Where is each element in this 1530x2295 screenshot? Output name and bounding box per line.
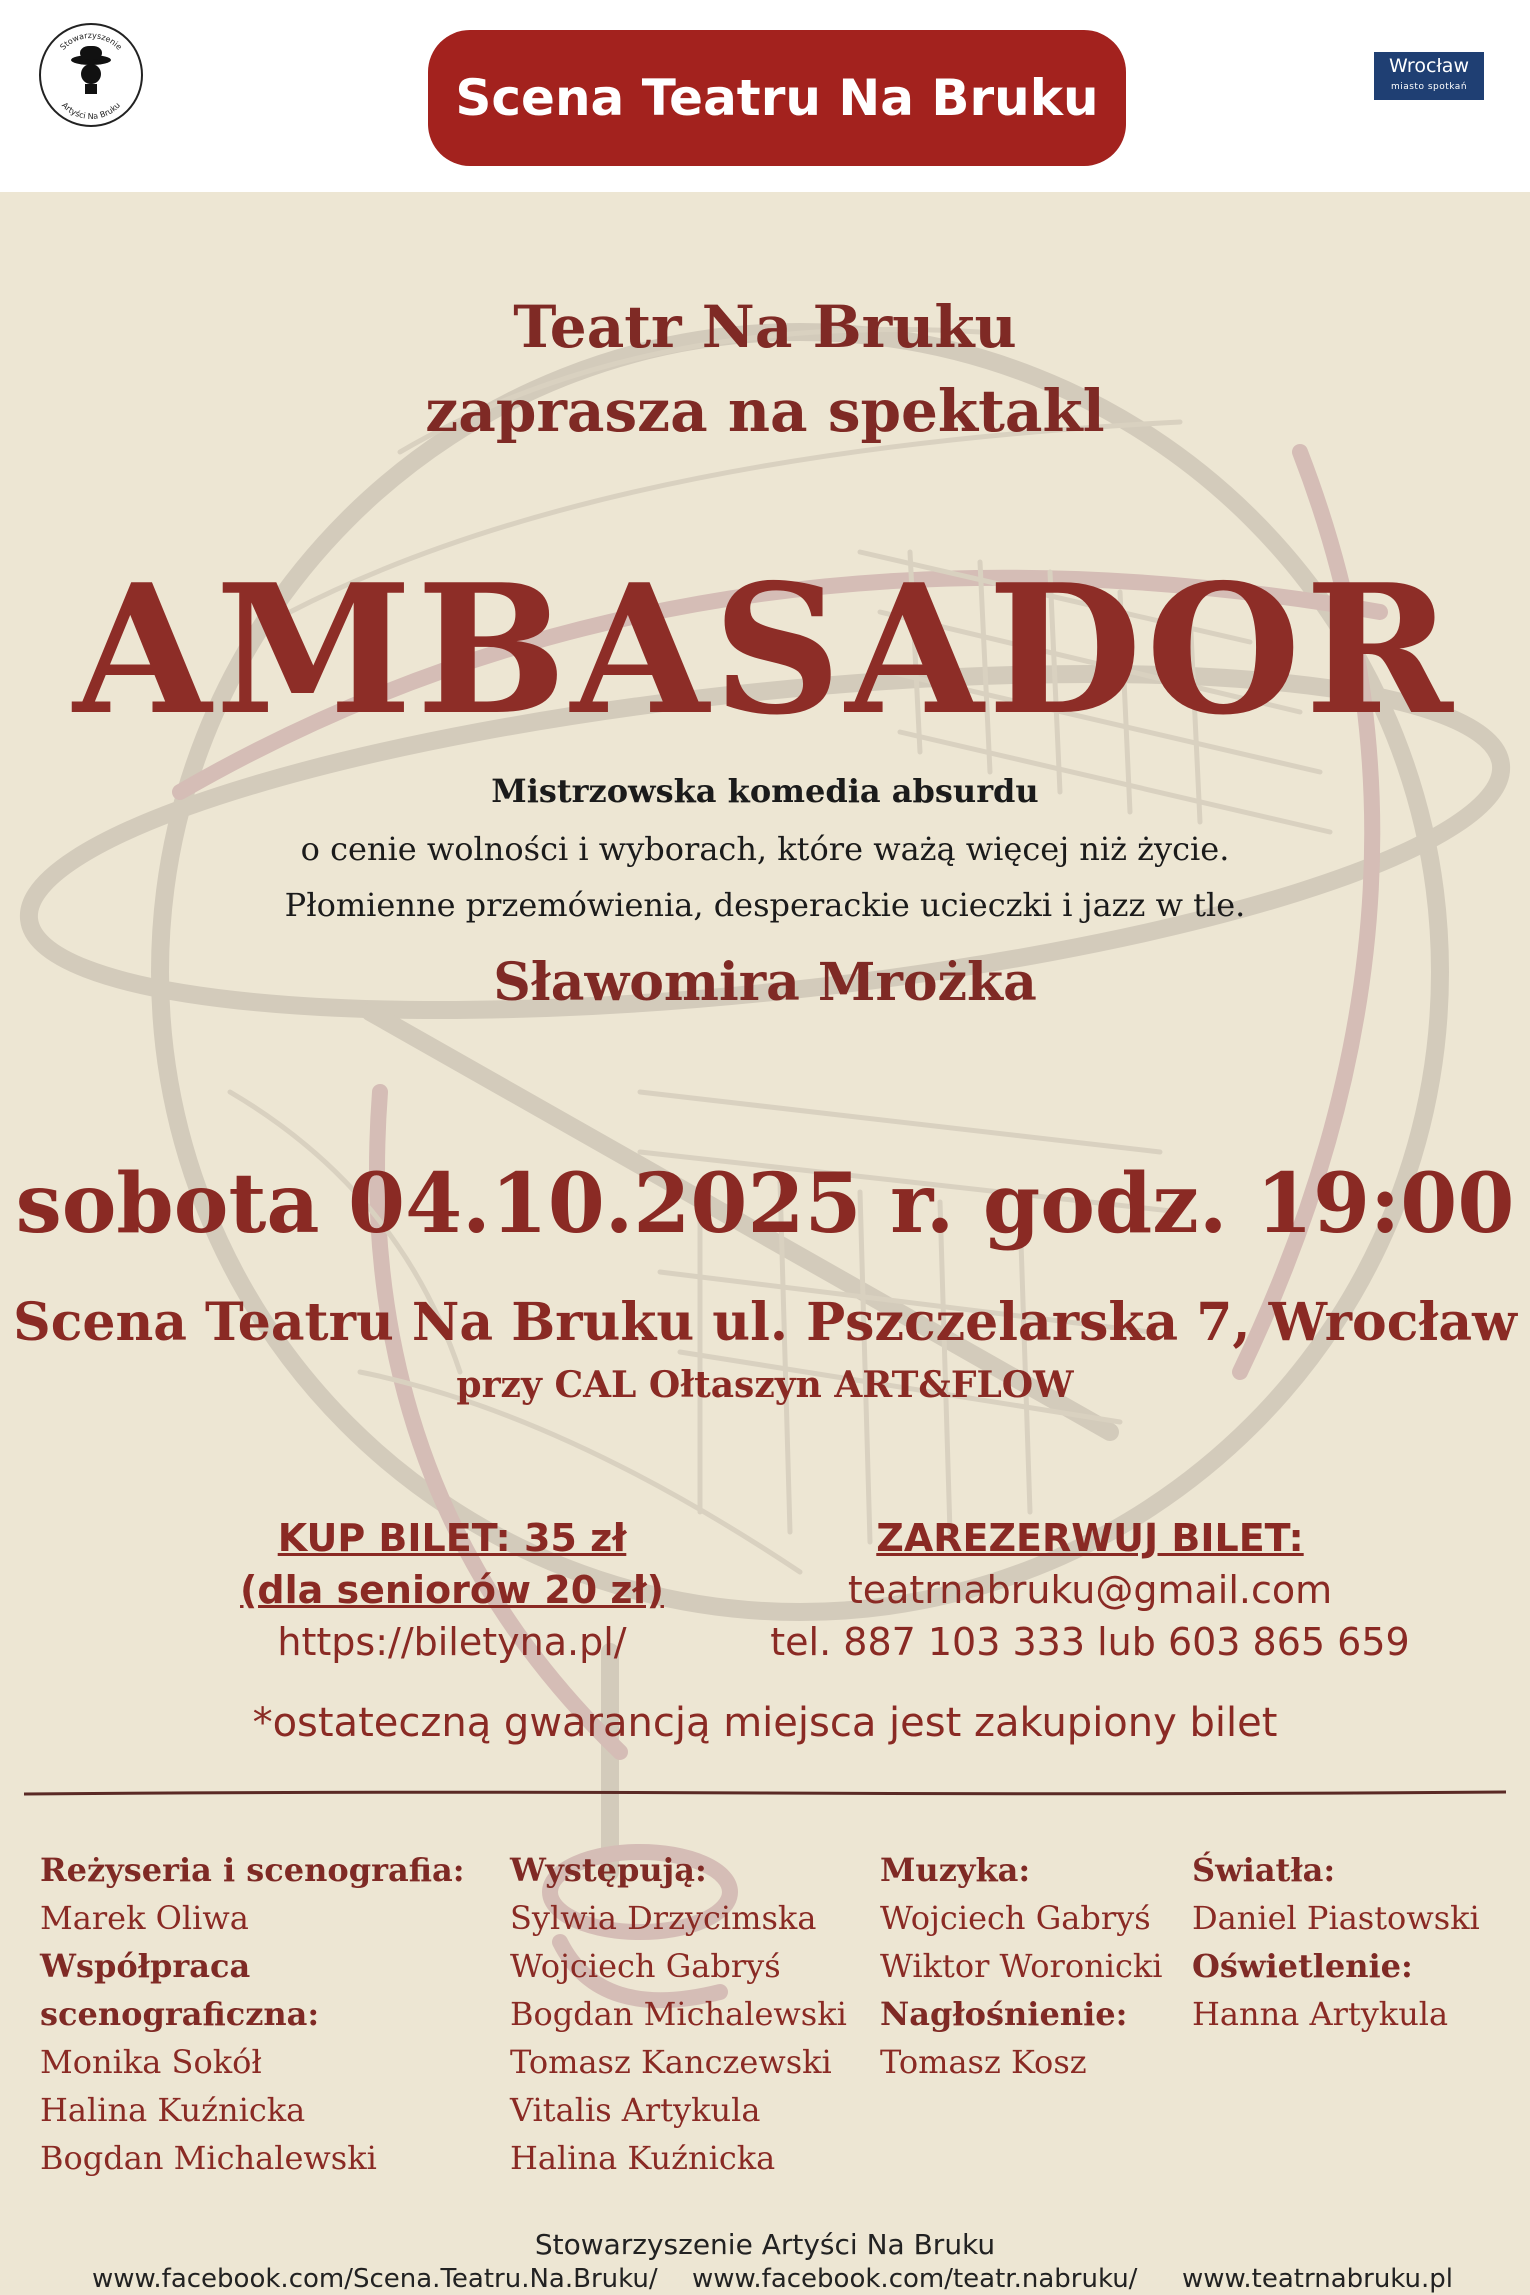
credit-name: Tomasz Kosz — [880, 2043, 1087, 2081]
credit-heading-lighting: Oświetlenie: — [1192, 1947, 1413, 1985]
credit-name: Daniel Piastowski — [1192, 1899, 1480, 1937]
credit-heading-cast: Występują: — [510, 1851, 707, 1889]
event-venue: Scena Teatru Na Bruku ul. Pszczelarska 7, Wrocław — [13, 1292, 1517, 1353]
wroclaw-logo-name: Wrocław — [1389, 55, 1469, 77]
credits-column-4 — [1192, 1846, 1512, 2038]
credit-name: Wojciech Gabryś — [880, 1899, 1151, 1937]
footer-link-facebook-scena[interactable]: www.facebook.com/Scena.Teatru.Na.Bruku/ — [92, 2264, 658, 2294]
credit-heading-direction: Reżyseria i scenografia: — [40, 1851, 465, 1889]
ticket-note: *ostateczną gwarancją miejsca jest zakupiony bilet — [252, 1700, 1278, 1746]
credit-name: Bogdan Michalewski — [510, 1995, 847, 2033]
play-description-2: Płomienne przemówienia, desperackie ucieczki i jazz w tle. — [284, 886, 1246, 924]
invite-line-2: zaprasza na spektakl — [425, 377, 1105, 445]
credit-heading-sound: Nagłośnienie: — [880, 1995, 1128, 2033]
svg-text:Stowarzyszenie: Stowarzyszenie — [58, 30, 124, 52]
credit-name: Sylwia Drzycimska — [510, 1899, 817, 1937]
reserve-ticket-heading: ZAREZERWUJ BILET: — [876, 1516, 1304, 1560]
play-title: AMBASADOR — [73, 545, 1457, 754]
play-author: Sławomira Mrożka — [493, 952, 1037, 1013]
credit-name: Wojciech Gabryś — [510, 1947, 781, 1985]
credits-column-2 — [510, 1846, 870, 2182]
reserve-email-link[interactable]: teatrnabruku@gmail.com — [847, 1568, 1333, 1612]
reserve-phone: tel. 887 103 333 lub 603 865 659 — [770, 1620, 1410, 1664]
buy-ticket-seniors: (dla seniorów 20 zł) — [240, 1568, 664, 1612]
event-datetime: sobota 04.10.2025 r. godz. 19:00 — [15, 1156, 1515, 1252]
credit-name: Wiktor Woronicki — [880, 1947, 1163, 1985]
credit-name: Tomasz Kanczewski — [510, 2043, 832, 2081]
buy-ticket-heading: KUP BILET: 35 zł — [277, 1516, 627, 1560]
credit-name: Monika Sokół — [40, 2043, 262, 2081]
event-venue-sub: przy CAL Ołtaszyn ART&FLOW — [456, 1364, 1074, 1406]
svg-text:Artyści Na Bruku: Artyści Na Bruku — [60, 100, 122, 122]
credit-name: Marek Oliwa — [40, 1899, 249, 1937]
buy-ticket-block — [232, 1512, 672, 1668]
footer-link-facebook-teatr[interactable]: www.facebook.com/teatr.nabruku/ — [692, 2264, 1138, 2294]
credit-name: Halina Kuźnicka — [40, 2091, 306, 2129]
credits-column-1 — [40, 1846, 510, 2182]
wroclaw-logo — [1374, 52, 1484, 100]
invite-text — [0, 285, 1530, 453]
reserve-ticket-block — [720, 1512, 1460, 1668]
credit-heading-scenography: Współpraca scenograficzna: — [40, 1947, 320, 2033]
credit-name: Vitalis Artykula — [510, 2091, 761, 2129]
play-genre: Mistrzowska komedia absurdu — [491, 772, 1039, 810]
credit-name: Bogdan Michalewski — [40, 2139, 377, 2177]
credit-heading-music: Muzyka: — [880, 1851, 1031, 1889]
invite-line-1: Teatr Na Bruku — [513, 293, 1017, 361]
page-title: Scena Teatru Na Bruku — [428, 30, 1126, 166]
footer-link-website[interactable]: www.teatrnabruku.pl — [1182, 2264, 1454, 2294]
header-bar — [0, 0, 1530, 192]
globe-illustration — [0, 192, 1530, 2092]
footer-organization: Stowarzyszenie Artyści Na Bruku — [534, 2228, 996, 2261]
play-description-1: o cenie wolności i wyborach, które ważą więcej niż życie. — [300, 830, 1230, 868]
wroclaw-logo-tagline: miasto spotkań — [1390, 82, 1468, 92]
credit-name: Halina Kuźnicka — [510, 2139, 776, 2177]
divider — [24, 1790, 1506, 1796]
association-logo — [38, 22, 144, 128]
credit-name: Hanna Artykula — [1192, 1995, 1449, 2033]
buy-ticket-link[interactable]: https://biletyna.pl/ — [277, 1620, 627, 1664]
credit-heading-lights: Światła: — [1192, 1851, 1336, 1889]
credits-column-3 — [880, 1846, 1180, 2086]
